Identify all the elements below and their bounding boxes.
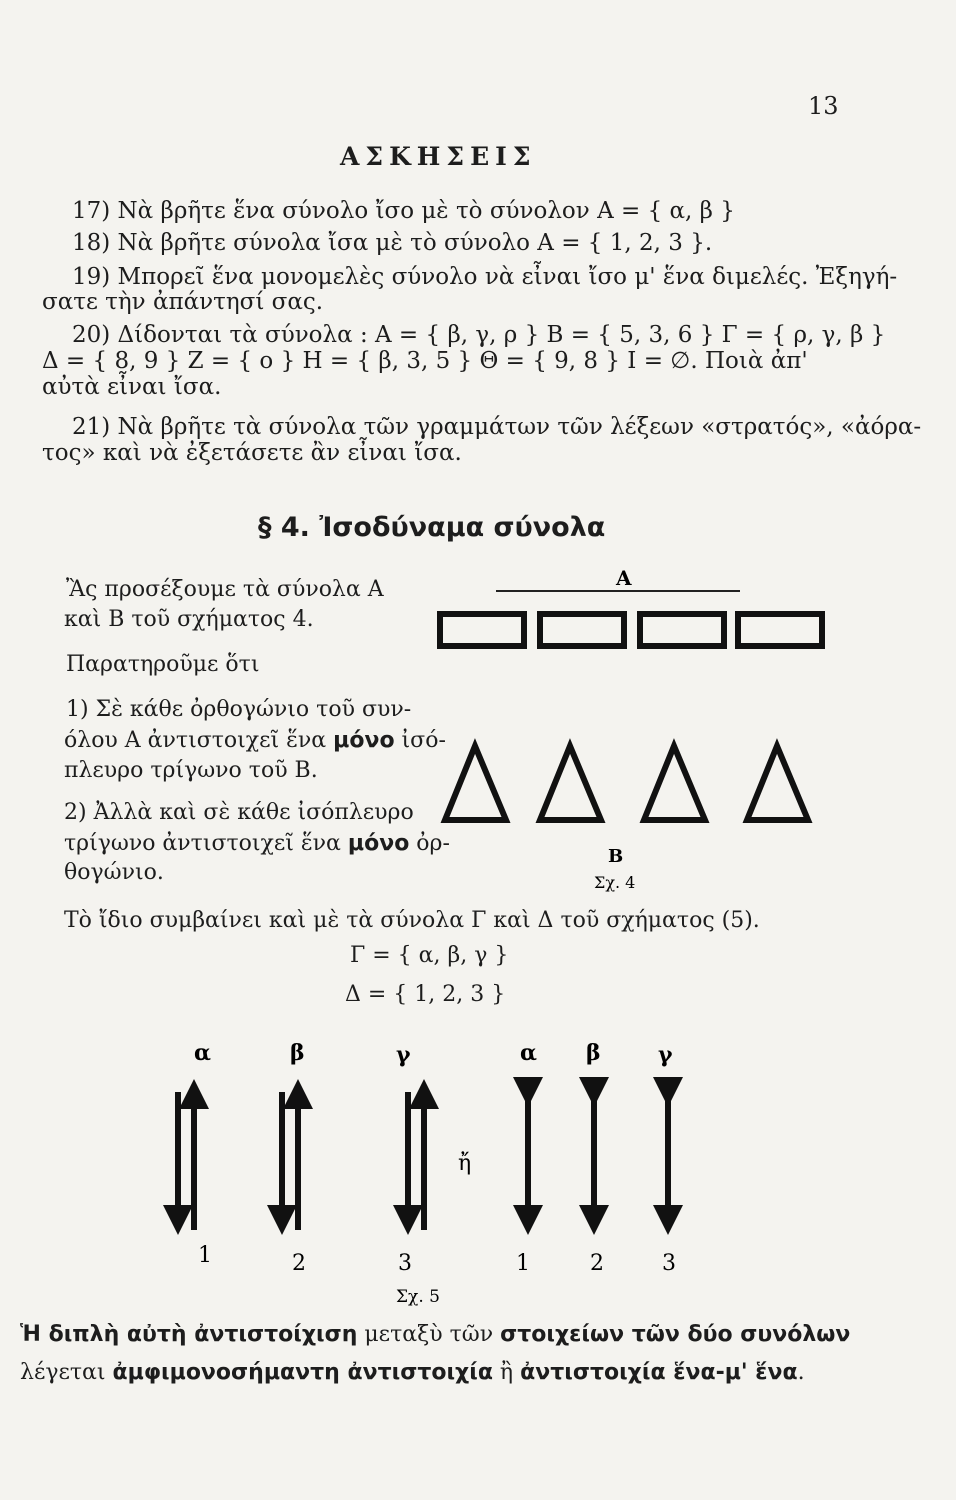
exercise-17: 17) Νὰ βρῆτε ἕνα σύνολο ἴσο μὲ τὸ σύνολον Α = { α, β } [72, 198, 735, 224]
triangle-shape [747, 746, 808, 820]
rectangle-shape [738, 614, 822, 646]
fig5-left-top-beta: β [290, 1040, 305, 1066]
item-1-emphasis: μόνο [333, 728, 395, 753]
fig5-right-top-beta: β [586, 1040, 601, 1066]
item-2-text-end: ὀρ- [409, 831, 450, 856]
conclusion-emphasis-2: στοιχείων τῶν δύο συνόλων [500, 1322, 851, 1347]
paragraph-2: Παρατηροῦμε ὅτι [66, 652, 260, 677]
exercise-20-line3: αὐτὰ εἶναι ἴσα. [42, 374, 222, 400]
item-1-text-end: ἰσό- [394, 728, 446, 753]
rectangle-shape [540, 614, 624, 646]
rectangle-shape [440, 614, 524, 646]
fig5-right-bottom-1: 1 [516, 1251, 530, 1276]
paragraph-1-line2: καὶ Β τοῦ σχήματος 4. [64, 607, 314, 632]
conclusion-text-2: λέγεται [20, 1360, 113, 1385]
conclusion-emphasis-1: Ἡ διπλὴ αὐτὴ ἀντιστοίχιση [20, 1322, 358, 1347]
triangle-shape [644, 746, 705, 820]
fig5-caption: Σχ. 5 [396, 1287, 440, 1307]
figure-4 [420, 556, 840, 901]
exercise-20-line1: 20) Δίδονται τὰ σύνολα : Α = { β, γ, ρ } Β = { 5, 3, 6 } Γ = { ρ, γ, β } [72, 322, 886, 348]
item-2-line3: θογώνιο. [64, 860, 164, 885]
fig5-left-bottom-3: 3 [398, 1251, 412, 1276]
fig5-left-top-alpha: α [194, 1040, 211, 1066]
paragraph-1-line1: Ἂς προσέξουμε τὰ σύνολα Α [66, 577, 384, 602]
fig5-left-bottom-2: 2 [292, 1251, 306, 1276]
conclusion-emphasis-3: ἀμφιμονοσήμαντη ἀντιστοιχία [112, 1360, 493, 1385]
page-number: 13 [808, 92, 839, 120]
item-1-line2 [64, 726, 446, 755]
fig5-right-top-gamma: γ [658, 1042, 673, 1068]
item-1-line3: πλευρο τρίγωνο τοῦ Β. [64, 758, 318, 783]
item-1-text: όλου Α ἀντιστοιχεῖ ἕνα [64, 728, 334, 753]
fig4-caption: Σχ. 4 [594, 873, 636, 892]
triangle-shape [445, 746, 506, 820]
figure-5 [150, 1030, 710, 1310]
fig4-label-b: Β [608, 846, 624, 867]
conclusion-line2 [20, 1360, 805, 1385]
fig5-right-bottom-2: 2 [590, 1251, 604, 1276]
exercises-heading: ΑΣΚΗΣΕΙΣ [340, 142, 537, 171]
fig5-right-bottom-3: 3 [662, 1251, 676, 1276]
conclusion-text-3: ἢ [492, 1360, 521, 1385]
section-title: § 4. Ἰσοδύναμα σύνολα [258, 512, 606, 543]
conclusion-line1 [20, 1322, 850, 1347]
exercise-21-line1: 21) Νὰ βρῆτε τὰ σύνολα τῶν γραμμάτων τῶν λέξεων «στρατός», «ἀόρα- [72, 414, 922, 440]
item-2-text: τρίγωνο ἀντιστοιχεῖ ἕνα [64, 831, 348, 856]
rectangle-shape [640, 614, 724, 646]
set-delta: Δ = { 1, 2, 3 } [345, 982, 506, 1007]
fig5-or-label: ἤ [458, 1151, 472, 1176]
exercise-21-line2: τος» καὶ νὰ ἐξετάσετε ἂν εἶναι ἴσα. [42, 440, 462, 466]
set-gamma: Γ = { α, β, γ } [350, 943, 509, 968]
fig5-left-top-gamma: γ [396, 1042, 411, 1068]
conclusion-text-4: . [797, 1360, 805, 1385]
item-2-emphasis: μόνο [347, 831, 410, 856]
exercise-20-line2: Δ = { 8, 9 } Ζ = { ο } Η = { β, 3, 5 } Θ = { 9, 8 } Ι = ∅. Ποιὰ ἀπ' [42, 348, 808, 374]
fig5-left-bottom-1: 1 [198, 1243, 212, 1268]
item-2-line2 [64, 829, 450, 858]
fig4-label-a: Α [616, 566, 632, 590]
same-for-sets-text: Τὸ ἴδιο συμβαίνει καὶ μὲ τὰ σύνολα Γ καὶ Δ τοῦ σχήματος (5). [64, 908, 760, 933]
exercise-18: 18) Νὰ βρῆτε σύνολα ἴσα μὲ τὸ σύνολο Α = { 1, 2, 3 }. [72, 230, 713, 256]
conclusion-text-1: μεταξὺ τῶν [357, 1322, 501, 1347]
fig5-right-top-alpha: α [520, 1040, 537, 1066]
item-2-line1: 2) Ἀλλὰ καὶ σὲ κάθε ἰσόπλευρο [64, 800, 414, 825]
triangle-shape [540, 746, 601, 820]
exercise-19-line2: σατε τὴν ἀπάντησί σας. [42, 289, 324, 315]
exercise-19-line1: 19) Μπορεῖ ἕνα μονομελὲς σύνολο νὰ εἶναι ἴσο μ' ἕνα διμελές. Ἐξηγή- [72, 264, 898, 290]
item-1-line1: 1) Σὲ κάθε ὀρθογώνιο τοῦ συν- [66, 697, 412, 722]
conclusion-emphasis-4: ἀντιστοιχία ἕνα-μ' ἕνα [520, 1360, 798, 1385]
